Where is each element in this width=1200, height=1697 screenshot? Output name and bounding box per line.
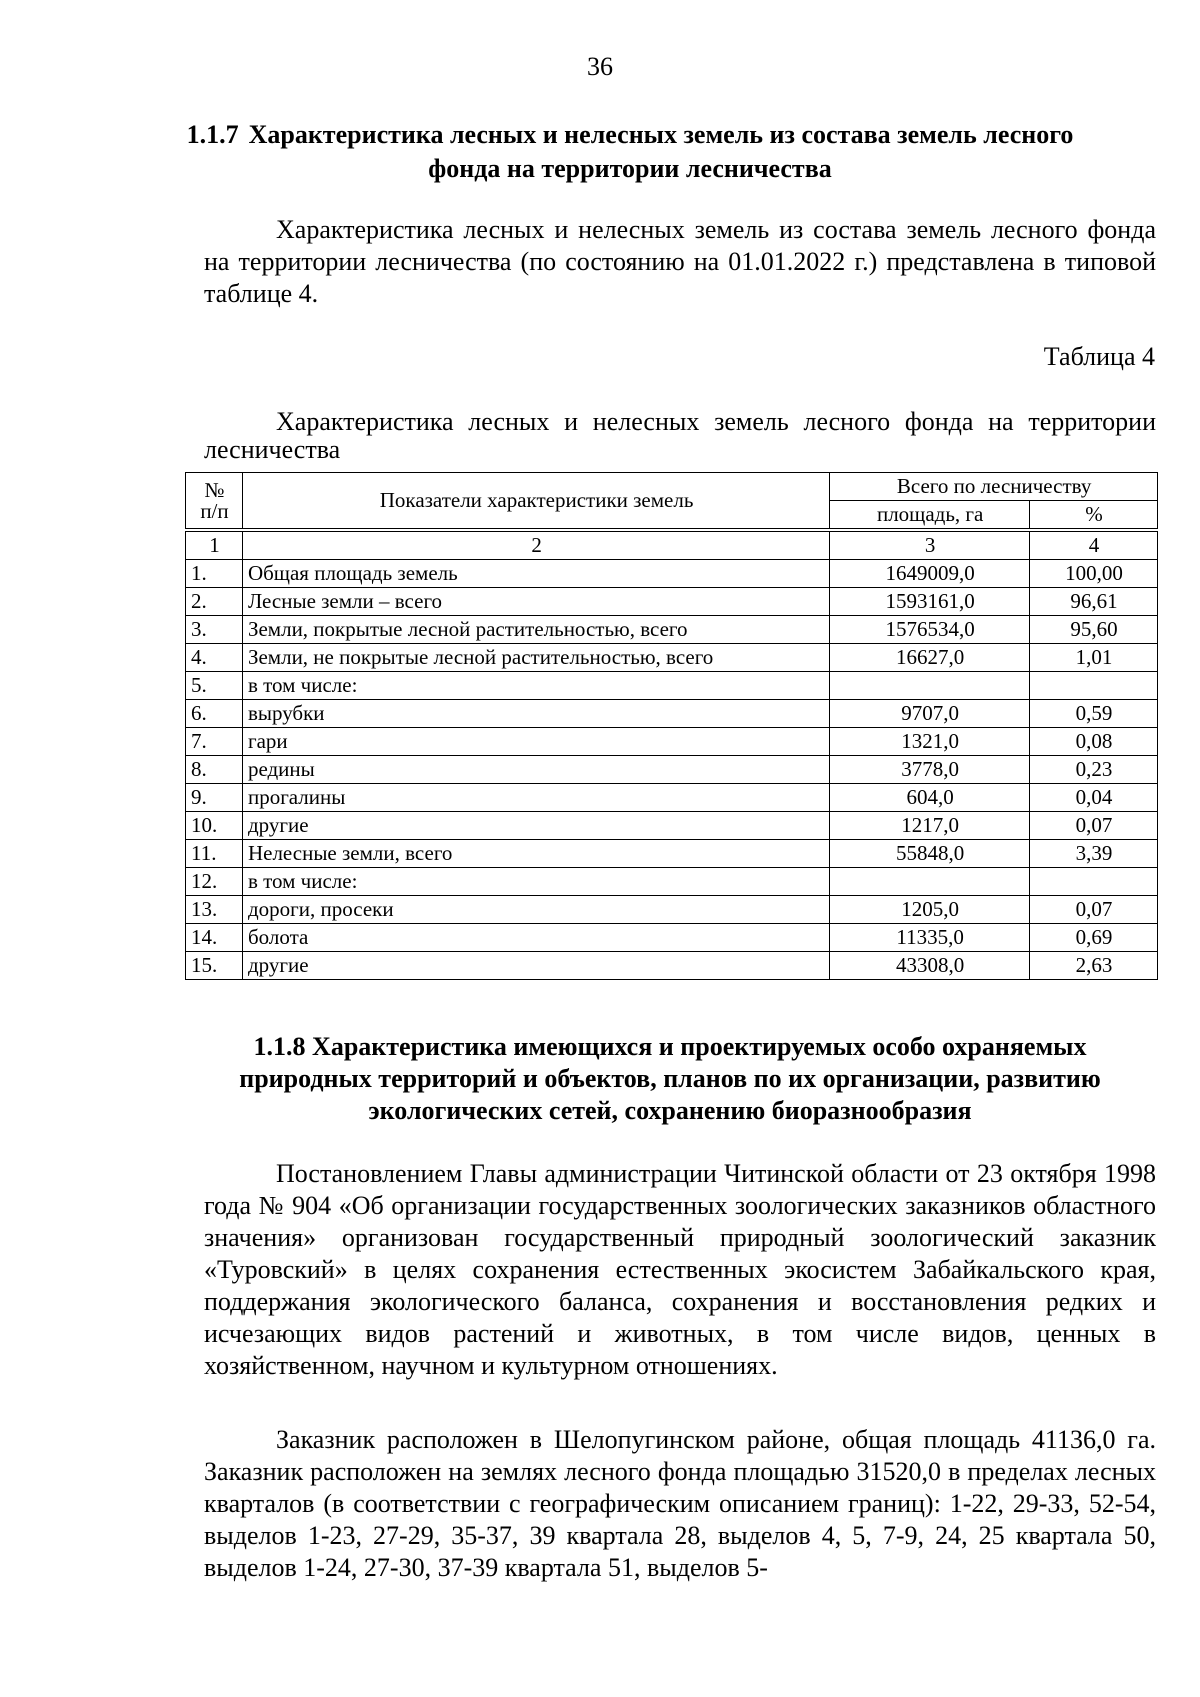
row-number: 10. <box>186 812 243 840</box>
section-heading-1-1-7 <box>150 118 1110 186</box>
row-indicator: другие <box>242 812 829 840</box>
header-total: Всего по лесничеству <box>830 473 1158 501</box>
section-heading-1-1-8: 1.1.8 Характеристика имеющихся и проектируемых особо охраняемых природных территорий и объектов, планов по их организации, развитию экологических сетей, сохранению биоразнообразия <box>239 1032 1101 1125</box>
row-indicator: гари <box>242 728 829 756</box>
row-percent: 0,07 <box>1030 896 1158 924</box>
table-header-row <box>186 473 1158 501</box>
table-row <box>186 672 1158 700</box>
row-percent: 0,69 <box>1030 924 1158 952</box>
row-indicator: в том числе: <box>242 672 829 700</box>
table-row <box>186 868 1158 896</box>
row-area: 16627,0 <box>830 644 1030 672</box>
row-percent: 0,08 <box>1030 728 1158 756</box>
row-number: 11. <box>186 840 243 868</box>
table-row <box>186 896 1158 924</box>
header-percent: % <box>1030 501 1158 531</box>
row-number: 6. <box>186 700 243 728</box>
row-area: 1205,0 <box>830 896 1030 924</box>
row-number: 12. <box>186 868 243 896</box>
row-area <box>830 868 1030 896</box>
table-row <box>186 616 1158 644</box>
row-number: 5. <box>186 672 243 700</box>
table-caption: Характеристика лесных и нелесных земель лесного фонда на территории лесничества <box>204 407 1156 464</box>
row-number: 4. <box>186 644 243 672</box>
row-percent: 3,39 <box>1030 840 1158 868</box>
table-row <box>186 728 1158 756</box>
row-area: 604,0 <box>830 784 1030 812</box>
section-paragraph: Заказник расположен в Шелопугинском районе, общая площадь 41136,0 га. Заказник расположен на землях лесного фонда площадью 31520,0 в пределах лесных кварталов (в соответствии с географическим описанием границ): 1-22, 29-33, 52-54, выделов 1-23, 27-29, 35-37, 39 квартала 28, выделов 4, 5, 7-9, 24, 25 квартала 50, выделов 1-24, 27-30, 37-39 квартала 51, выделов 5- <box>204 1425 1156 1582</box>
row-number: 1. <box>186 560 243 588</box>
table-row <box>186 952 1158 980</box>
table-row <box>186 588 1158 616</box>
table-row <box>186 840 1158 868</box>
row-indicator: Лесные земли – всего <box>242 588 829 616</box>
row-number: 8. <box>186 756 243 784</box>
row-percent: 100,00 <box>1030 560 1158 588</box>
row-number: 7. <box>186 728 243 756</box>
table-row <box>186 756 1158 784</box>
row-area: 1217,0 <box>830 812 1030 840</box>
row-indicator: Земли, покрытые лесной растительностью, всего <box>242 616 829 644</box>
row-percent: 0,07 <box>1030 812 1158 840</box>
row-percent <box>1030 868 1158 896</box>
row-indicator: Земли, не покрытые лесной растительностью, всего <box>242 644 829 672</box>
table-row <box>186 784 1158 812</box>
header-number-line2: п/п <box>200 498 229 523</box>
row-percent: 96,61 <box>1030 588 1158 616</box>
row-percent: 2,63 <box>1030 952 1158 980</box>
row-area: 3778,0 <box>830 756 1030 784</box>
row-area: 1576534,0 <box>830 616 1030 644</box>
table-row <box>186 700 1158 728</box>
row-indicator: прогалины <box>242 784 829 812</box>
section-number: 1.1.7 <box>186 120 239 149</box>
row-area: 1593161,0 <box>830 588 1030 616</box>
table-row <box>186 644 1158 672</box>
header-indicators: Показатели характеристики земель <box>242 473 829 531</box>
row-percent: 1,01 <box>1030 644 1158 672</box>
row-percent: 95,60 <box>1030 616 1158 644</box>
column-number: 1 <box>186 530 243 560</box>
row-indicator: вырубки <box>242 700 829 728</box>
table-row <box>186 560 1158 588</box>
header-number-line1: № <box>204 477 225 502</box>
land-characteristics-table <box>185 472 1158 980</box>
row-number: 15. <box>186 952 243 980</box>
row-number: 13. <box>186 896 243 924</box>
section-title: Характеристика лесных и нелесных земель из состава земель лесного фонда на территории лесничества <box>248 120 1074 183</box>
row-area: 1649009,0 <box>830 560 1030 588</box>
row-area: 11335,0 <box>830 924 1030 952</box>
row-number: 3. <box>186 616 243 644</box>
row-percent: 0,04 <box>1030 784 1158 812</box>
row-percent <box>1030 672 1158 700</box>
row-area: 55848,0 <box>830 840 1030 868</box>
row-number: 2. <box>186 588 243 616</box>
page-number: 36 <box>587 52 613 81</box>
column-number-row <box>186 530 1158 560</box>
table-row <box>186 812 1158 840</box>
row-area: 43308,0 <box>830 952 1030 980</box>
row-number: 14. <box>186 924 243 952</box>
row-number: 9. <box>186 784 243 812</box>
row-indicator: другие <box>242 952 829 980</box>
row-indicator: в том числе: <box>242 868 829 896</box>
row-area: 9707,0 <box>830 700 1030 728</box>
row-indicator: Нелесные земли, всего <box>242 840 829 868</box>
section-paragraph: Постановлением Главы администрации Читинской области от 23 октября 1998 года № 904 «Об организации государственных зоологических заказников областного значения» организован государственный природный зоологический заказник «Туровский» в целях сохранения естественных экосистем Забайкальского края, поддержания экологического баланса, сохранения и восстановления редких и исчезающих видов растений и животных, в том числе видов, ценных в хозяйственном, научном и культурном отношениях. <box>204 1159 1156 1380</box>
row-indicator: дороги, просеки <box>242 896 829 924</box>
column-number: 3 <box>830 530 1030 560</box>
column-number: 2 <box>242 530 829 560</box>
row-area: 1321,0 <box>830 728 1030 756</box>
table-label: Таблица 4 <box>1043 342 1155 371</box>
row-area <box>830 672 1030 700</box>
column-number: 4 <box>1030 530 1158 560</box>
row-indicator: Общая площадь земель <box>242 560 829 588</box>
header-area: площадь, га <box>830 501 1030 531</box>
header-number <box>186 473 243 531</box>
row-percent: 0,23 <box>1030 756 1158 784</box>
row-percent: 0,59 <box>1030 700 1158 728</box>
row-indicator: редины <box>242 756 829 784</box>
row-indicator: болота <box>242 924 829 952</box>
section-paragraph: Характеристика лесных и нелесных земель из состава земель лесного фонда на территории лесничества (по состоянию на 01.01.2022 г.) представлена в типовой таблице 4. <box>204 215 1156 308</box>
table-row <box>186 924 1158 952</box>
